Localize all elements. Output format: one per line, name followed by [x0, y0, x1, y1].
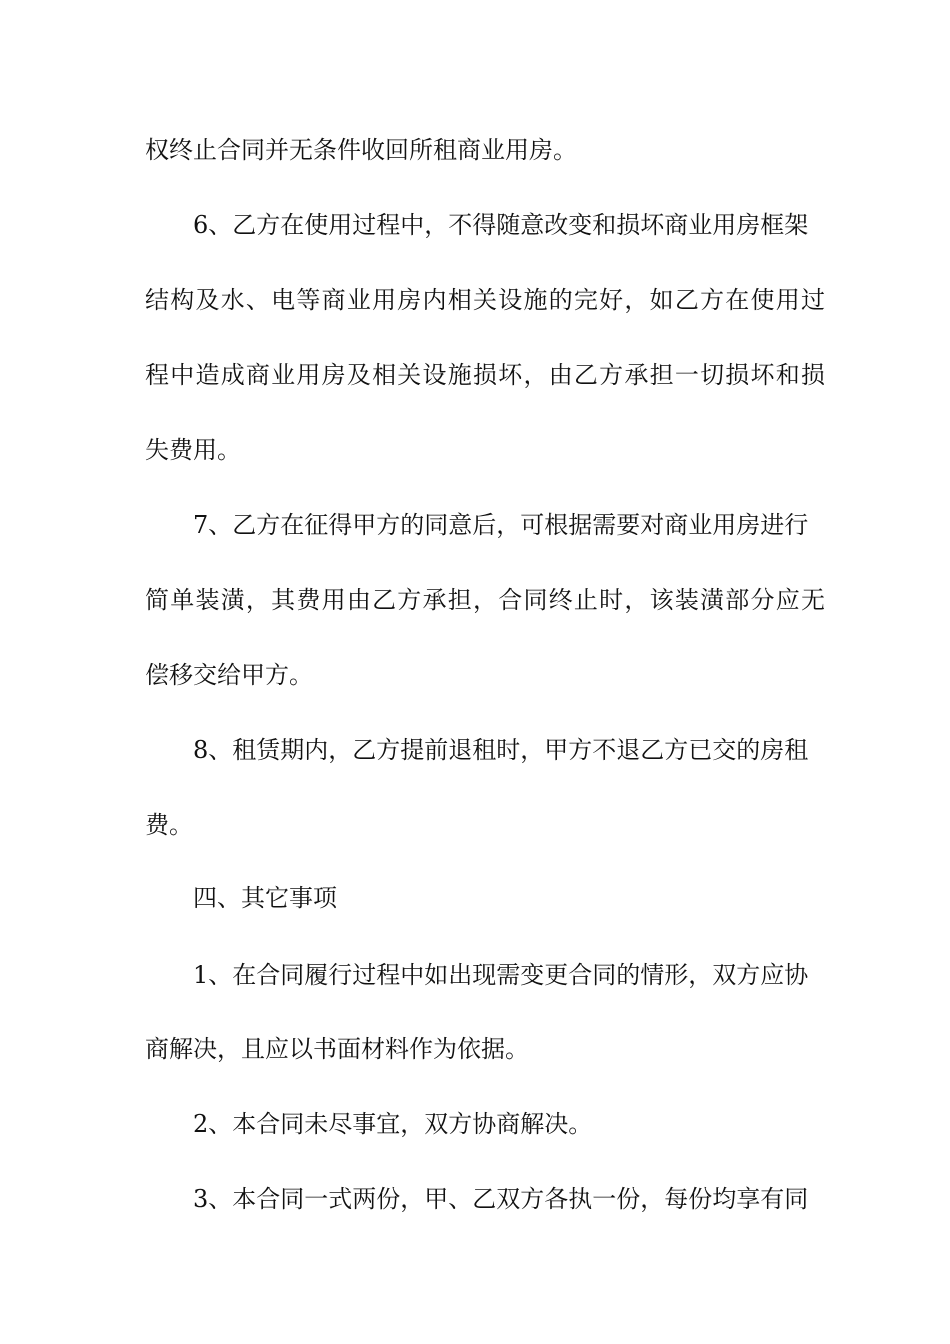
item-2-line-1: 2、本合同未尽事宜，双方协商解决。 [193, 1110, 593, 1138]
item-3-line-1: 3、本合同一式两份，甲、乙双方各执一份，每份均享有同 [193, 1185, 809, 1213]
clause-8-line-2: 费。 [145, 811, 193, 839]
clause-6-line-2: 结构及水、电等商业用房内相关设施的完好，如乙方在使用过 [145, 286, 825, 314]
section-heading-other-matters: 四、其它事项 [193, 884, 337, 912]
item-1-line-1: 1、在合同履行过程中如出现需变更合同的情形，双方应协 [193, 961, 809, 989]
clause-7-line-2: 简单装潢，其费用由乙方承担，合同终止时，该装潢部分应无 [145, 586, 825, 614]
clause-8-line-1: 8、租赁期内，乙方提前退租时，甲方不退乙方已交的房租 [193, 736, 809, 764]
clause-7-line-1: 7、乙方在征得甲方的同意后，可根据需要对商业用房进行 [193, 511, 809, 539]
clause-6-line-3: 程中造成商业用房及相关设施损坏，由乙方承担一切损坏和损 [145, 361, 825, 389]
clause-6-line-1: 6、乙方在使用过程中，不得随意改变和损坏商业用房框架 [193, 211, 809, 239]
item-1-line-2: 商解决，且应以书面材料作为依据。 [145, 1035, 529, 1063]
clause-6-line-4: 失费用。 [145, 436, 241, 464]
text-line-1: 权终止合同并无条件收回所租商业用房。 [145, 136, 577, 164]
clause-7-line-3: 偿移交给甲方。 [145, 661, 313, 689]
